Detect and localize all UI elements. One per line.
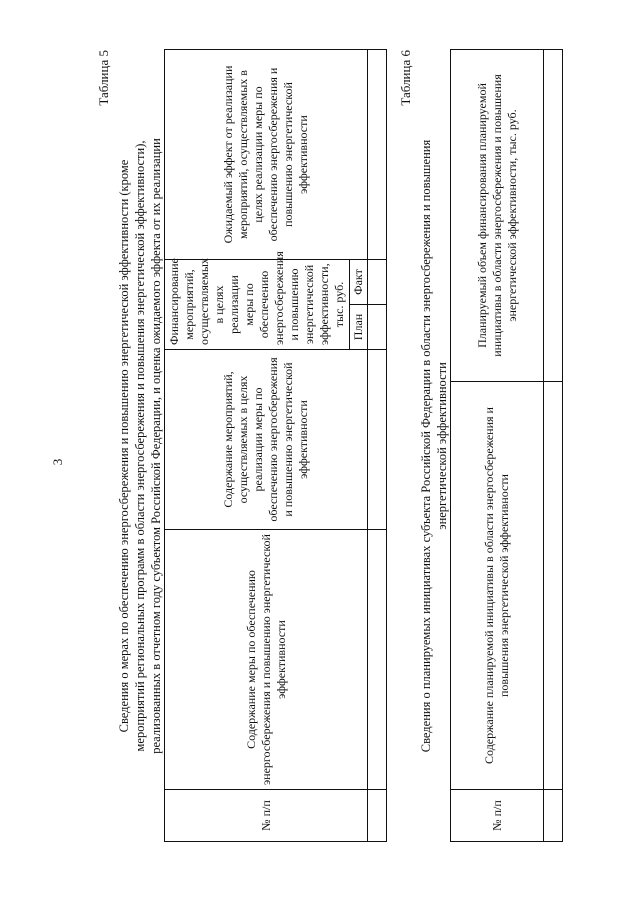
table5-header-row <box>165 50 350 842</box>
page-number: 3 <box>50 458 65 466</box>
table5-header-content: Содержание меры по обеспечению энергосбережения и повышению энергетической эффективности <box>165 530 368 790</box>
table5-cell <box>368 350 387 530</box>
table5-header-fact: Факт <box>350 260 368 305</box>
table5-heading-line: Сведения о мерах по обеспечению энергосбережения и повышению энергетической эффективности (кроме <box>117 159 131 733</box>
table6-cell <box>544 382 563 790</box>
table5-cell <box>368 790 387 842</box>
table5-header-financing: Финансирование мероприятий, осуществляемых в целях реализации меры по обеспечению энергосбережения и повышению энергетической эффективности, тыс. руб. <box>165 260 350 350</box>
table5-heading-line: реализованных в отчетном году субъектом Российской Федерации, и оценка ожидаемого эффекта от их реализации <box>149 138 163 754</box>
table6-cell <box>544 50 563 382</box>
table5-header-num: № п/п <box>165 790 368 842</box>
table5-caption: Таблица 5 <box>96 50 111 106</box>
table5-header-plan: План <box>350 305 368 350</box>
table5-cell <box>368 50 387 260</box>
table5-cell <box>368 530 387 790</box>
table6-caption: Таблица 6 <box>398 50 413 106</box>
table5-cell <box>368 305 387 350</box>
table6-cell <box>544 790 563 842</box>
table6-header-num: № п/п <box>451 790 544 842</box>
table5-block <box>96 50 387 842</box>
table5-cell <box>368 260 387 305</box>
table6-empty-row <box>544 50 563 842</box>
table6-header-volume: Планируемый объем финансирования планируемой инициативы в области энергосбережения и повышения энергетической эффективности, тыс. руб. <box>451 50 544 382</box>
table5-heading <box>116 50 164 842</box>
table5-header-effect: Ожидаемый эффект от реализации мероприятий, осуществляемых в целях реализации меры по обеспечению энергосбережения и повышению энергетической эффективности <box>165 50 368 260</box>
table5-empty-row <box>368 50 387 842</box>
table6 <box>450 49 563 842</box>
table6-heading <box>418 50 450 842</box>
table6-header-content: Содержание планируемой инициативы в области энергосбережения и повышения энергетической эффективности <box>451 382 544 790</box>
table5-header-activities: Содержание мероприятий, осуществляемых в целях реализации меры по обеспечению энергосбережения и повышению энергетической эффективности <box>165 350 368 530</box>
table6-heading-line: Сведения о планируемых инициативах субъекта Российской Федерации в области энергосбережения и повышения <box>419 139 433 753</box>
table6-block <box>398 50 563 842</box>
table5-heading-line: мероприятий региональных программ в области энергосбережения и повышения энергетической эффективности), <box>133 140 147 752</box>
table5 <box>164 49 387 842</box>
table6-header-row <box>451 50 544 842</box>
table6-heading-line: энергетической эффективности <box>435 362 449 530</box>
